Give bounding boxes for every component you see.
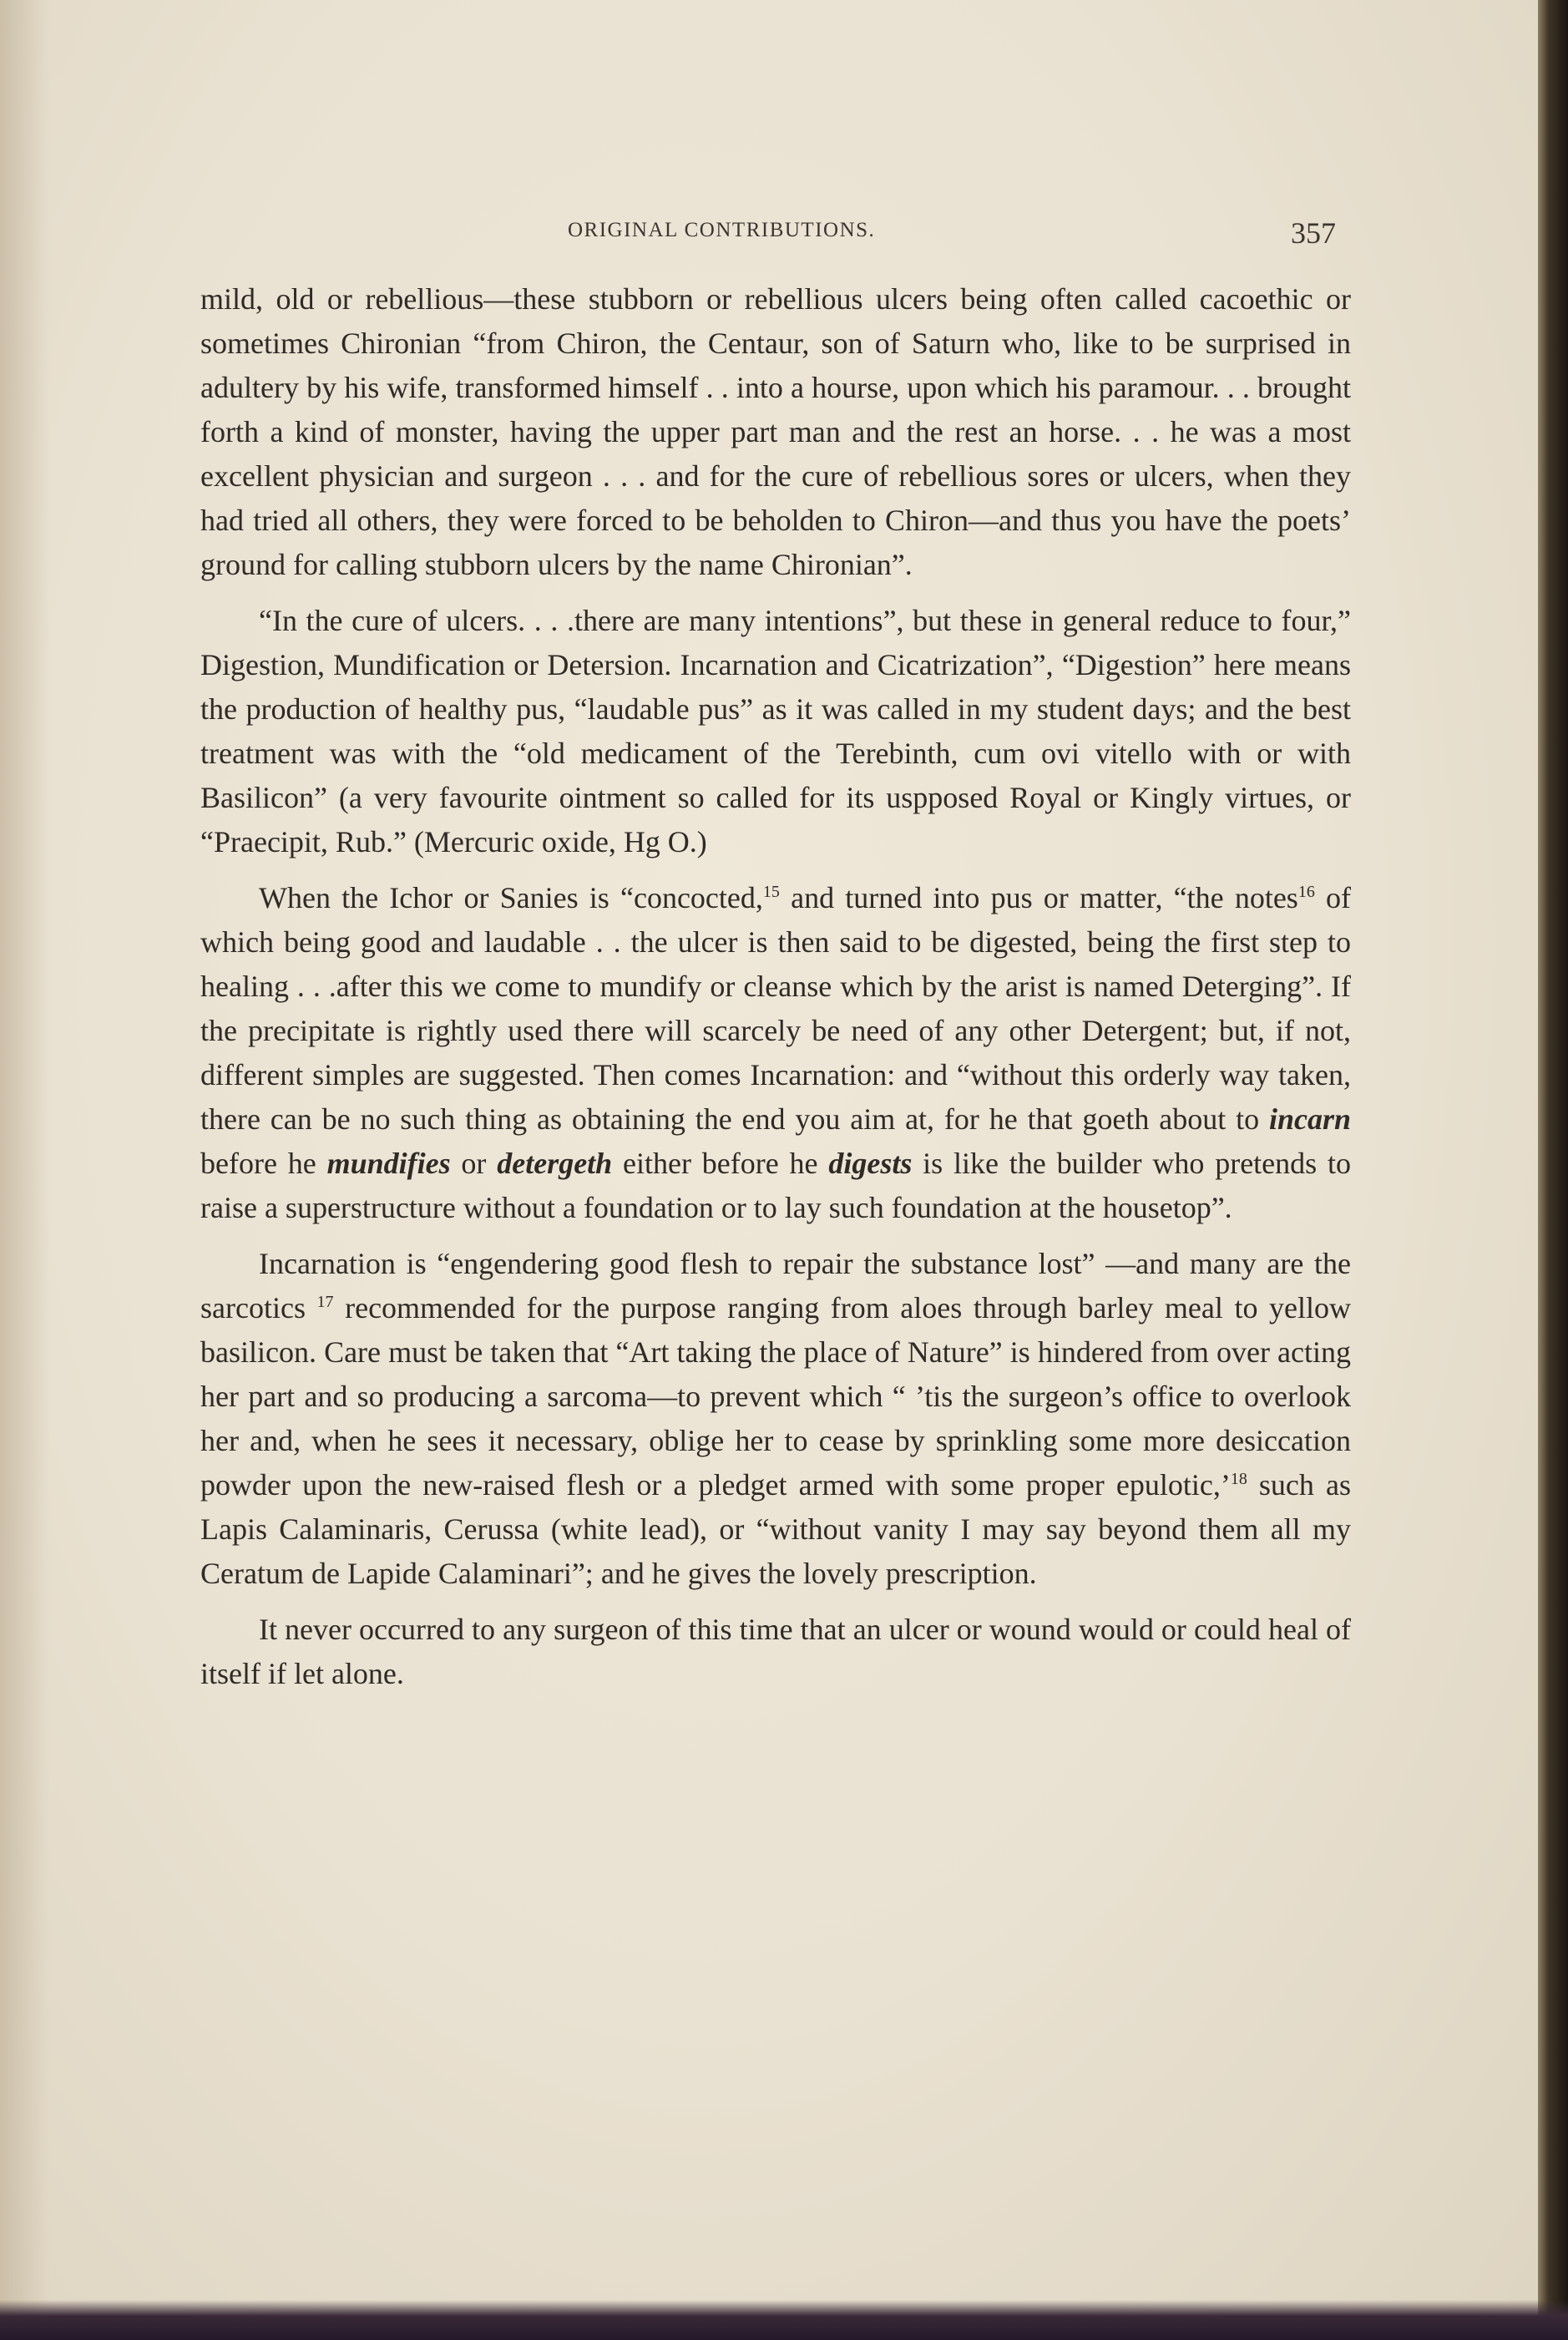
paragraph-4 — [200, 1242, 1351, 1596]
paragraph-3 — [200, 876, 1351, 1230]
page-edge-bottom — [0, 2300, 1568, 2340]
paragraph-3-text-e: or — [450, 1147, 498, 1180]
gutter-shadow — [0, 0, 50, 2340]
italic-incarn: incarn — [1268, 1102, 1351, 1136]
paragraph-4-text-b: recommended for the purpose ranging from aloes through barley meal to yellow basilicon. Care must be taken that “Art taking the place of Nature” is hindered from over acting her part and so producing a sarcoma—to prevent which “ ’tis the surgeon’s office to overlook her and, when he sees it necessary, oblige her to cease by sprinkling some more desiccation powder upon the new-raised flesh or a pledget armed with some proper epulotic,’ — [200, 1291, 1352, 1502]
paragraph-4-text-c: such as Lapis Calaminaris, Cerussa (white lead), or “without vanity I may say beyond them all my Ceratum de Lapide Calaminari”; and he gives the lovely prescription. — [200, 1468, 1351, 1590]
paragraph-4-text-a: Incarnation is “engendering good flesh to repair the substance lost” —and many are the sarcotics — [200, 1247, 1351, 1324]
footnote-ref-15: 15 — [762, 883, 780, 901]
italic-mundifies: mundifies — [326, 1147, 451, 1180]
page-number: 357 — [1291, 216, 1336, 250]
footnote-ref-17: 17 — [316, 1293, 334, 1311]
italic-digests: digests — [828, 1147, 913, 1180]
paragraph-3-text-b: and turned into pus or matter, “the notes — [779, 881, 1298, 914]
page-edge-right — [1538, 0, 1568, 2340]
italic-detergeth: detergeth — [497, 1147, 613, 1180]
paragraph-3-text-f: either before he — [612, 1147, 829, 1180]
paragraph-3-text-d: before he — [200, 1147, 327, 1180]
paragraph-2: “In the cure of ulcers. . . .there are many intentions”, but these in general reduce to four,” Digestion, Mundification or Detersion. Incarnation and Cicatrization”, “Digestion” here means the production of healthy pus, “laudable pus” as it was called in my student days; and the best treatment was with the “old medicament of the Terebinth, cum ovi vitello with or with Basilicon” (a very favourite ointment so called for its uspposed Royal or Kingly virtues, or “Praecipit, Rub.” (Mercuric oxide, Hg O.) — [200, 604, 1351, 859]
page-header — [217, 216, 1336, 252]
paragraph-5: It never occurred to any surgeon of this time that an ulcer or wound would or could heal of itself if let alone. — [200, 1613, 1351, 1690]
footnote-ref-18: 18 — [1230, 1470, 1247, 1488]
body-text — [200, 277, 1351, 1708]
running-head: ORIGINAL CONTRIBUTIONS. — [568, 219, 876, 241]
paragraph-3-text-a: When the Ichor or Sanies is “concocted, — [259, 881, 763, 914]
paragraph-3-text-c: of which being good and laudable . . the ulcer is then said to be digested, being the first step to healing . . .after this we come to mundify or cleanse which by the arist is named Deterging”. If the precipitate is rightly used there will scarcely be need of any other Detergent; but, if not, different simples are suggested. Then comes Incarnation: and “without this orderly way taken, there can be no such thing as obtaining the end you aim at, for he that goeth about to — [200, 881, 1351, 1136]
paragraph-1: mild, old or rebellious—these stubborn or rebellious ulcers being often called cacoethic or sometimes Chironian “from Chiron, the Centaur, son of Saturn who, like to be surprised in adultery by his wife, transformed himself . . into a hourse, upon which his paramour. . . brought forth a kind of monster, having the upper part man and the rest an horse. . . he was a most excellent physician and surgeon . . . and for the cure of rebellious sores or ulcers, when they had tried all others, they were forced to be beholden to Chiron—and thus you have the poets’ ground for calling stubborn ulcers by the name Chironian”. — [200, 282, 1351, 581]
paragraph-3-text-g: is like the builder who pretends to raise a superstructure without a foundation or to lay such foundation at the housetop”. — [200, 1147, 1351, 1224]
footnote-ref-16: 16 — [1297, 883, 1315, 901]
